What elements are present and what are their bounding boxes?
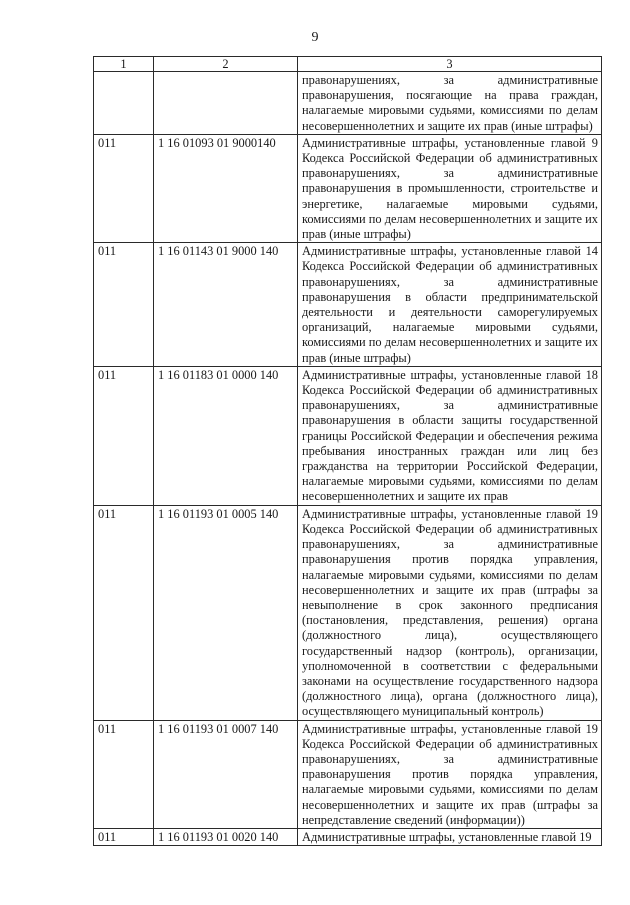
table-row: [94, 243, 602, 367]
table-row: [94, 366, 602, 505]
admin-code-cell: 011: [94, 828, 154, 845]
admin-code-cell: [94, 72, 154, 135]
header-col-1: 1: [94, 57, 154, 72]
admin-code-cell: 011: [94, 243, 154, 367]
header-col-2: 2: [154, 57, 298, 72]
table-header-row: [94, 57, 602, 72]
description-cell: Административные штрафы, установленные главой 14 Кодекса Российской Федерации об административных правонарушениях, за административные правонарушения в области предпринимательской деятельности и деятельности саморегулируемых организаций, налагаемые мировыми судьями, комиссиями по делам несовершеннолетних и защите их прав (иные штрафы): [298, 243, 602, 367]
description-cell: Административные штрафы, установленные главой 19: [298, 828, 602, 845]
table-row: [94, 505, 602, 720]
budget-code-cell: 1 16 01193 01 0007 140: [154, 720, 298, 828]
budget-code-cell: 1 16 01193 01 0020 140: [154, 828, 298, 845]
admin-code-cell: 011: [94, 366, 154, 505]
description-cell: Административные штрафы, установленные главой 19 Кодекса Российской Федерации об административных правонарушениях, за административные правонарушения против порядка управления, налагаемые мировыми судьями, комиссиями по делам несовершеннолетних и защите их прав (штрафы за непредставление сведений (информации)): [298, 720, 602, 828]
budget-code-cell: 1 16 01183 01 0000 140: [154, 366, 298, 505]
table-row: [94, 720, 602, 828]
admin-code-cell: 011: [94, 134, 154, 242]
budget-codes-table: [93, 56, 602, 846]
description-cell: Административные штрафы, установленные главой 18 Кодекса Российской Федерации об административных правонарушениях, за административные правонарушения в области защиты государственной границы Российской Федерации и обеспечения режима пребывания иностранных граждан или лиц без гражданства на территории Российской Федерации, налагаемые мировыми судьями, комиссиями по делам несовершеннолетних и защите их прав: [298, 366, 602, 505]
admin-code-cell: 011: [94, 505, 154, 720]
table-row: [94, 828, 602, 845]
description-cell: Административные штрафы, установленные главой 19 Кодекса Российской Федерации об административных правонарушениях, за административные правонарушения против порядка управления, налагаемые мировыми судьями, комиссиями по делам несовершеннолетних и защите их прав (штрафы за невыполнение в срок законного предписания (постановления, представления, решения) органа (должностного лица), осуществляющего государственный надзор (контроль), организации, уполномоченной в соответствии с федеральными законами на осуществление государственного надзора (должностного лица), органа (должностного лица), осуществляющего муниципальный контроль): [298, 505, 602, 720]
budget-code-cell: 1 16 01093 01 9000140: [154, 134, 298, 242]
page-number: 9: [311, 30, 319, 45]
budget-code-cell: 1 16 01143 01 9000 140: [154, 243, 298, 367]
budget-code-cell: 1 16 01193 01 0005 140: [154, 505, 298, 720]
description-cell: Административные штрафы, установленные главой 9 Кодекса Российской Федерации об административных правонарушениях, за административные правонарушения в промышленности, строительстве и энергетике, налагаемые мировыми судьями, комиссиями по делам несовершеннолетних и защите их прав (иные штрафы): [298, 134, 602, 242]
description-cell: правонарушениях, за административные правонарушения, посягающие на права граждан, налагаемые мировыми судьями, комиссиями по делам несовершеннолетних и защите их прав (иные штрафы): [298, 72, 602, 135]
budget-code-cell: [154, 72, 298, 135]
admin-code-cell: 011: [94, 720, 154, 828]
header-col-3: 3: [298, 57, 602, 72]
table-row: [94, 72, 602, 135]
table-row: [94, 134, 602, 242]
